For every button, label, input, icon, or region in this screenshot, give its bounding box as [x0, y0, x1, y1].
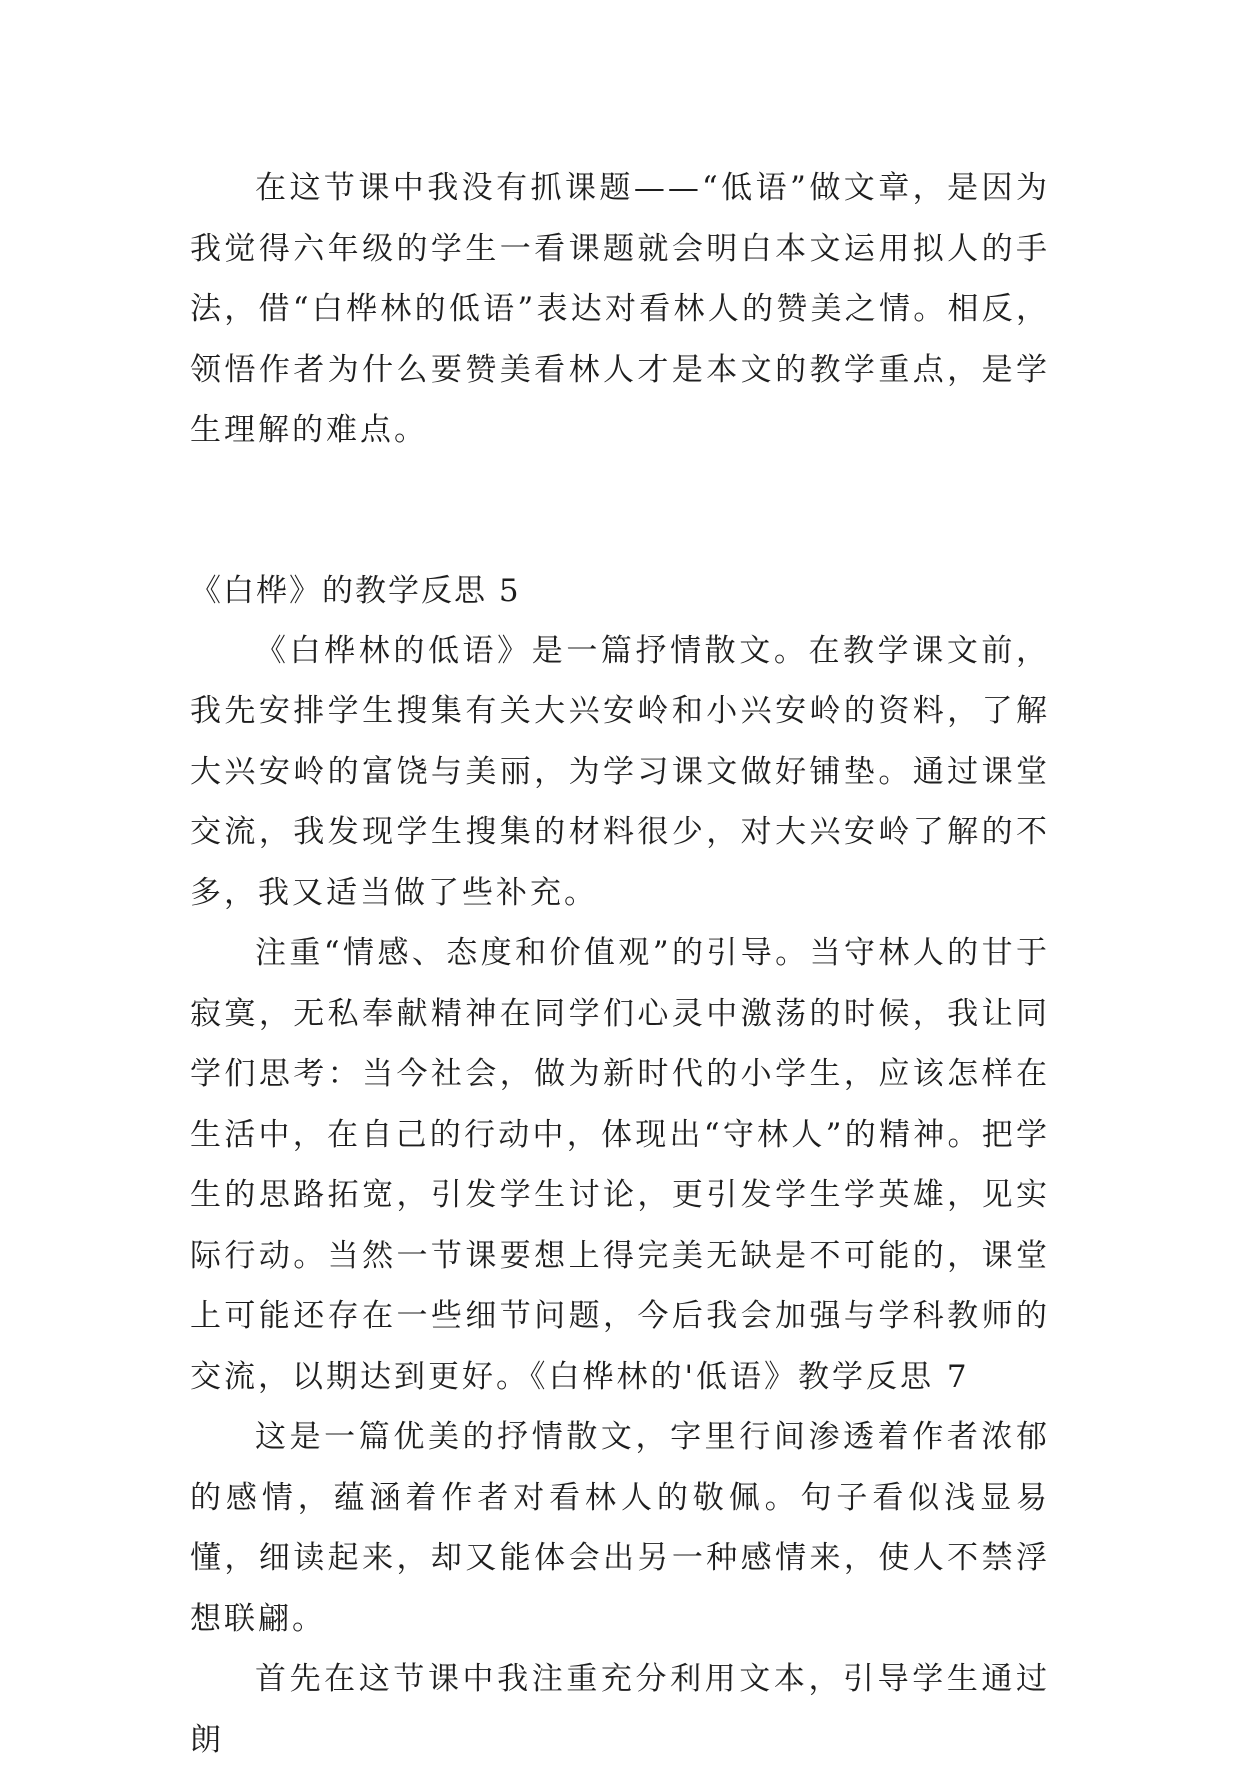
paragraph-intro-reflection: 在这节课中我没有抓课题——“低语”做文章，是因为我觉得六年级的学生一看课题就会明白本文运用拟人的手法，借“白桦林的低语”表达对看林人的赞美之情。相反，领悟作者为什么要赞美看林人才是本文的教学重点，是学生理解的难点。 — [190, 170, 1050, 448]
paragraph-text-usage: 首先在这节课中我注重充分利用文本，引导学生通过朗 — [190, 1661, 1050, 1758]
document-body — [190, 158, 1050, 1770]
section-heading: 《白桦》的教学反思 5 — [190, 572, 521, 609]
paragraph-lesson-prep: 《白桦林的低语》是一篇抒情散文。在教学课文前，我先安排学生搜集有关大兴安岭和小兴安岭的资料，了解大兴安岭的富饶与美丽，为学习课文做好铺垫。通过课堂交流，我发现学生搜集的材料很少，对大兴安岭了解的不多，我又适当做了些补充。 — [190, 632, 1050, 911]
paragraph-lyrical-prose: 这是一篇优美的抒情散文，字里行间渗透着作者浓郁的感情，蕴涵着作者对看林人的敬佩。句子看似浅显易懂，细读起来，却又能体会出另一种感情来，使人不禁浮想联翩。 — [190, 1419, 1050, 1637]
paragraph-values-guidance: 注重“情感、态度和价值观”的引导。当守林人的甘于寂寞，无私奉献精神在同学们心灵中激荡的时候，我让同学们思考：当今社会，做为新时代的小学生，应该怎样在生活中，在自己的行动中，体现出“守林人”的精神。把学生的思路拓宽，引发学生讨论，更引发学生学英雄，见实际行动。当然一节课要想上得完美无缺是不可能的，课堂上可能还存在一些细节问题，今后我会加强与学科教师的交流，以期达到更好。《白桦林的'低语》教学反思 7 — [190, 935, 1050, 1395]
